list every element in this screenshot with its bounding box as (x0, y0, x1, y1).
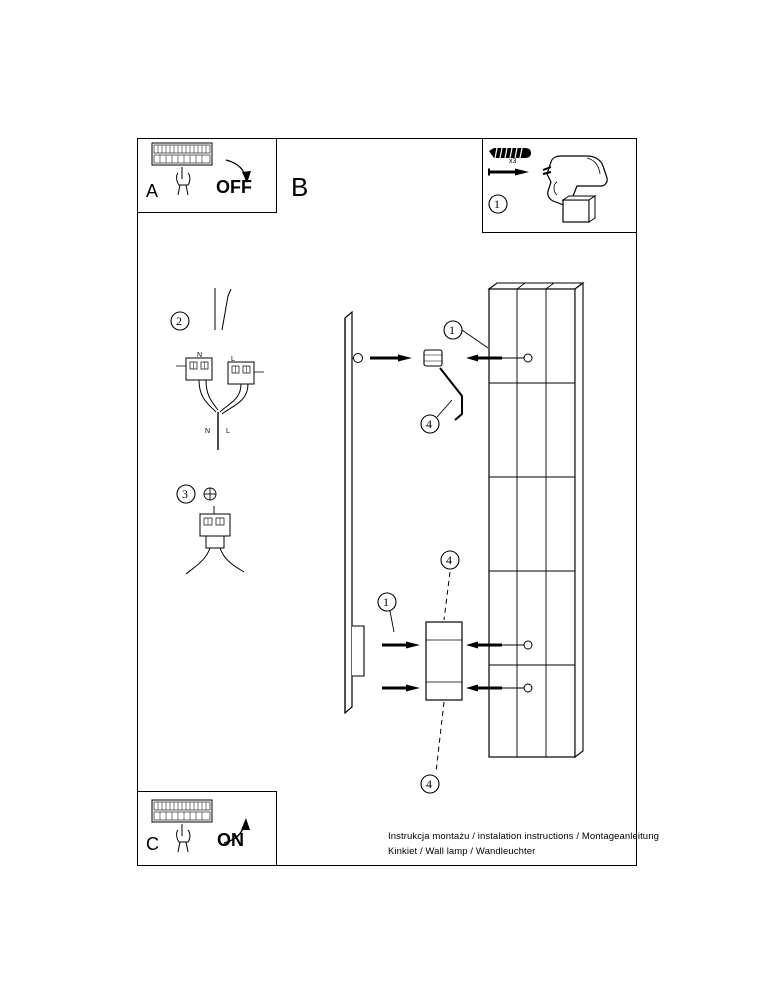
tool-quantity-label: x3 (509, 158, 517, 165)
terminal-label-n-lower: N (205, 428, 211, 435)
panel-c-state-label: ON (217, 830, 244, 850)
breaker-icon-a (152, 143, 212, 195)
callout-1-top-number: 1 (449, 323, 455, 337)
wiring-diagram-3 (186, 506, 244, 574)
callout-4-mid-number: 4 (446, 553, 452, 567)
panel-c (137, 791, 277, 866)
panel-b-letter: B (291, 172, 309, 202)
step-2-number: 2 (176, 314, 182, 328)
earth-symbol-3 (204, 488, 216, 500)
callout-4-top-number: 4 (426, 417, 432, 431)
wiring-diagram-2 (176, 288, 264, 450)
mounting-bar (345, 312, 364, 713)
footer-line-2: Kinkiet / Wall lamp / Wandleuchter (388, 846, 536, 857)
terminal-label-l-lower: L (226, 428, 230, 435)
panel-c-letter: C (146, 834, 159, 854)
terminal-label-n-upper: N (197, 352, 203, 359)
tool-step-number: 1 (494, 197, 500, 211)
panel-tools (482, 138, 637, 233)
panel-a-state-label: OFF (216, 177, 252, 197)
terminal-label-l-upper: L (231, 356, 235, 363)
callout-4-lower-number: 4 (426, 777, 432, 791)
step-3-number: 3 (182, 487, 188, 501)
panel-a-letter: A (146, 181, 159, 201)
footer-line-1: Instrukcja montażu / instalation instructions / Montageanleitung (388, 831, 659, 842)
lamp-body (489, 283, 583, 757)
callout-1-lower-number: 1 (383, 595, 389, 609)
